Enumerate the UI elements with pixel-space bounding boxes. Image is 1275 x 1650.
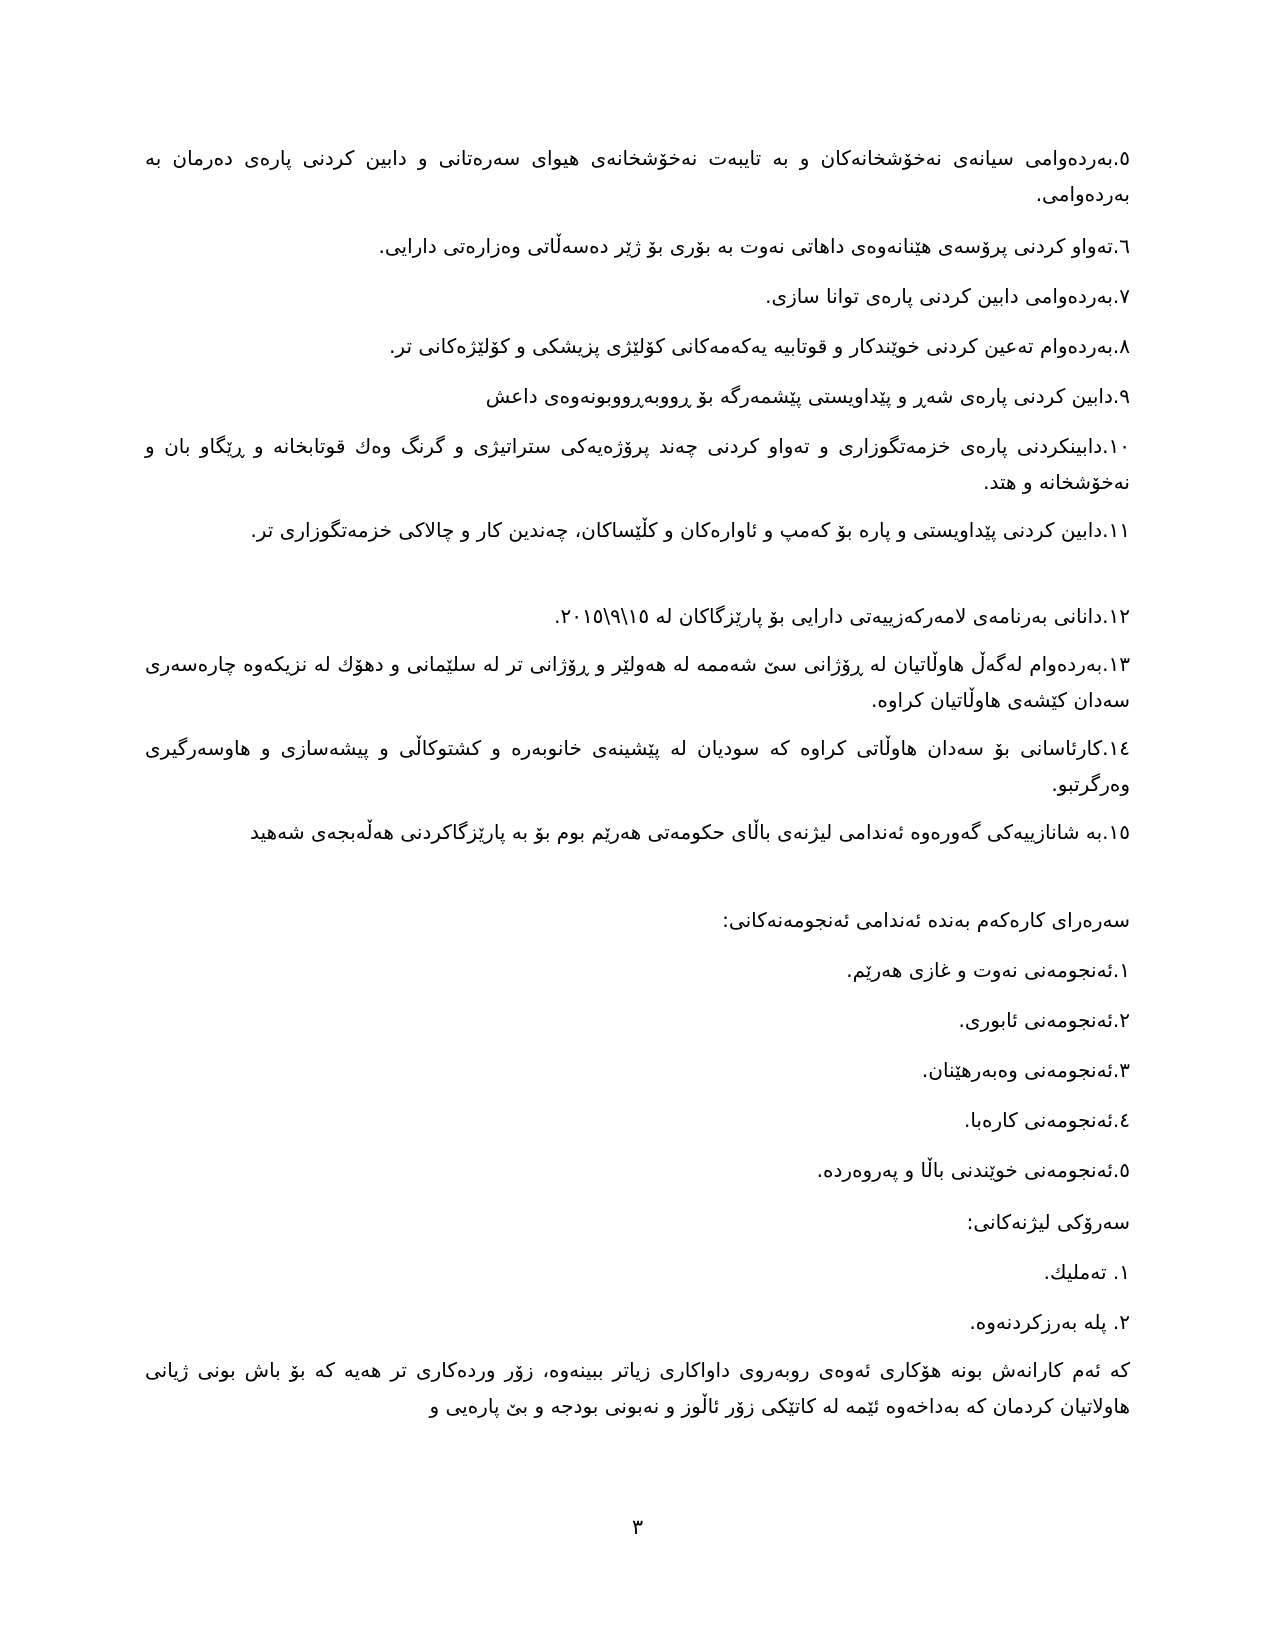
paragraph-item-6: ٦.تەواو کردنی پرۆسەی هێنانەوەی داهاتی نەوت بە بۆری بۆ ژێر دەسەڵاتی وەزارەتی دارایی. [378, 234, 1130, 258]
paragraph-item-11: ١١.دابین کردنی پێداویستی و پارە بۆ کەمپ و ئاوارەکان و کڵێساکان، چەندین کار و چالاکی خزمەتگوزاری تر. [250, 518, 1130, 542]
committee-item-2: ٢. پلە بەرزکردنەوە. [969, 1310, 1130, 1334]
paragraph-item-13: ١٣.بەردەوام لەگەڵ هاوڵاتیان لە ڕۆژانی سێ شەممە لە هەولێر و ڕۆژانی تر لە سلێمانی و دهۆك لە نزیکەوە چارەسەری سەدان کێشەی هاوڵاتیان کراوە. [145, 652, 1130, 712]
closing-paragraph: کە ئەم کارانەش بونە هۆکاری ئەوەی روبەروی داواکاری زیاتر ببینەوە، زۆر وردەکاری تر هەیە کە بۆ باش بونی ژیانی هاولاتیان کردمان کە بەداخەوە ئێمە لە کاتێکی زۆر ئاڵوز و نەبونی بودجە و بێ پارەیی و [145, 1358, 1130, 1418]
page-number: ٣ [631, 1515, 644, 1539]
council-item-4: ٤.ئەنجومەنی کارەبا. [963, 1108, 1130, 1132]
councils-heading: سەرەرای کارەکەم بەندە ئەندامی ئەنجومەنەکانی: [722, 908, 1130, 932]
paragraph-item-7: ٧.بەردەوامی دابین کردنی پارەی توانا سازی. [765, 284, 1130, 308]
paragraph-item-12: ١٢.دانانی بەرنامەی لامەرکەزییەتی دارایی بۆ پارێزگاکان لە ١٥\٩\٢٠١٥. [554, 604, 1130, 628]
paragraph-item-15: ١٥.بە شانازییەکی گەورەوە ئەندامی لیژنەی باڵای حکومەتی هەرێم بوم بۆ بە پارێزگاکردنی هەڵەبجەی شەهید [250, 820, 1130, 844]
paragraph-item-9: ٩.دابین کردنی پارەی شەڕ و پێداویستی پێشمەرگە بۆ ڕووبەڕووبونەوەی داعش [485, 384, 1130, 408]
paragraph-item-10: ١٠.دابینکردنی پارەی خزمەتگوزاری و تەواو کردنی چەند پرۆژەیەکی ستراتیژی و گرنگ وەك قوتابخانە و ڕێگاو بان و نەخۆشخانە و هتد. [145, 434, 1130, 494]
committees-heading: سەرۆکی لیژنەکانی: [966, 1210, 1130, 1234]
council-item-3: ٣.ئەنجومەنی وەبەرهێنان. [921, 1058, 1130, 1082]
paragraph-item-14: ١٤.کارئاسانی بۆ سەدان هاوڵاتی کراوە کە سودیان لە پێشینەی خانوبەرە و کشتوکاڵی و پیشەسازی و هاوسەرگیری وەرگرتبو. [145, 736, 1130, 796]
council-item-5: ٥.ئەنجومەنی خوێندنی باڵا و پەروەردە. [816, 1158, 1130, 1182]
council-item-2: ٢.ئەنجومەنی ئابوری. [958, 1008, 1130, 1032]
document-body [145, 0, 1130, 1650]
committee-item-1: ١. تەملیك. [1043, 1260, 1130, 1284]
paragraph-item-8: ٨.بەردەوام تەعین کردنی خوێندکار و قوتابیە یەکەمەکانی کۆلێژی پزیشکی و کۆلێژەکانی تر. [389, 334, 1130, 358]
paragraph-item-5: ٥.بەردەوامی سیانەی نەخۆشخانەکان و بە تایبەت نەخۆشخانەی هیوای سەرەتانی و دابین کردنی پارەی دەرمان بە بەردەوامی. [145, 146, 1130, 206]
council-item-1: ١.ئەنجومەنی نەوت و غازی هەرێم. [846, 958, 1130, 982]
